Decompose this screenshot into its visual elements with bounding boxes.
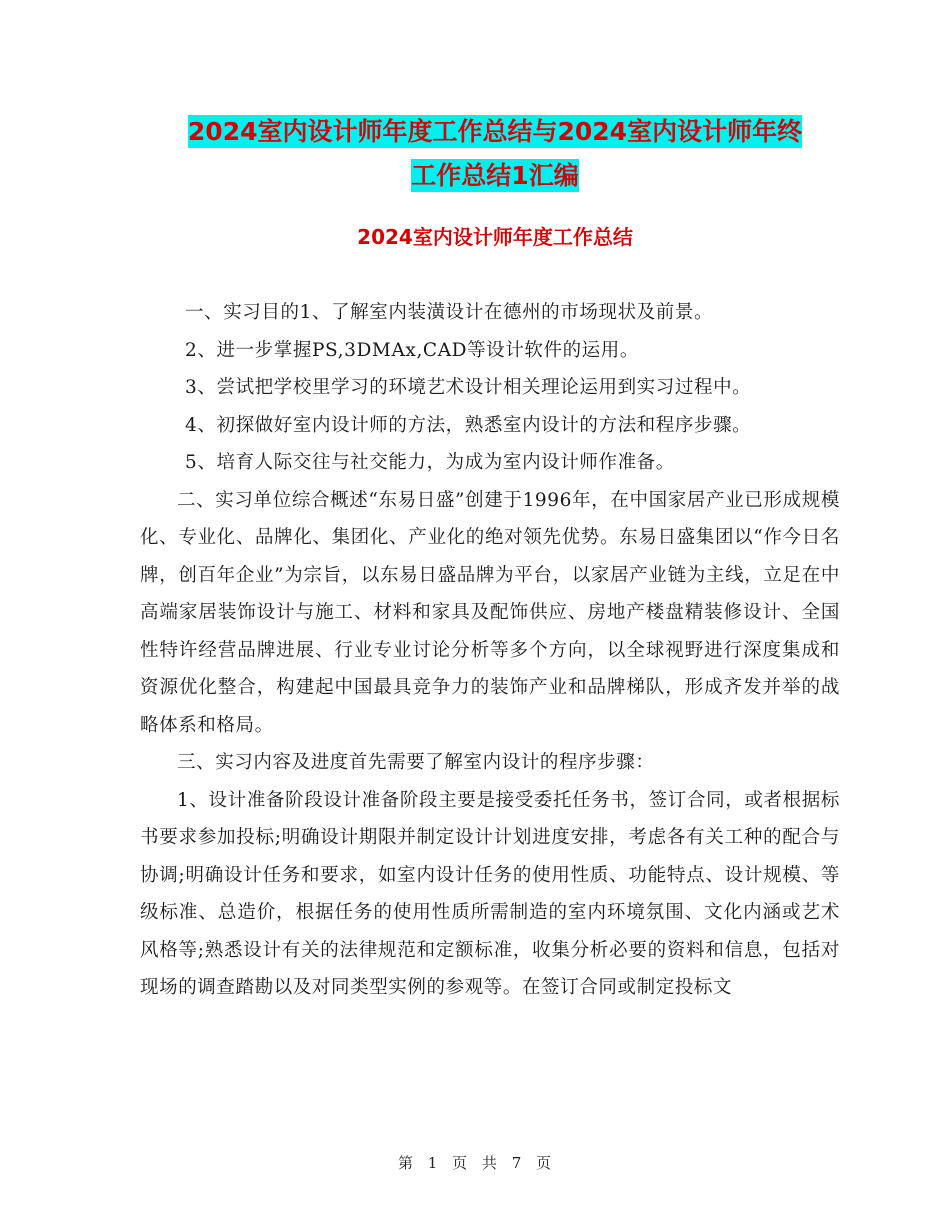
footer-label: 页: [452, 1154, 469, 1172]
paragraph: 一、实习目的1、了解室内装潢设计在德州的市场现状及前景。: [185, 302, 714, 323]
footer-label: 页: [536, 1154, 553, 1172]
paragraph: 3、尝试把学校里学习的环境艺术设计相关理论运用到实习过程中。: [185, 377, 752, 398]
page-footer: [0, 1152, 950, 1173]
document-title-line-1: [100, 110, 890, 154]
paragraph: 二、实习单位综合概述“东易日盛”创建于1996年，在中国家居产业已形成规模化、专业化、品牌化、集团化、产业化的绝对领先优势。东易日盛集团以“作今日名牌，创百年企业”为宗旨，以东易日盛品牌为平台，以家居产业链为主线，立足在中高端家居装饰设计与施工、材料和家具及配饰供应、房地产楼盘精装修设计、全国性特许经营品牌进展、行业专业讨论分析等多个方向，以全球视野进行深度集成和资源优化整合，构建起中国最具竞争力的装饰产业和品牌梯队，形成齐发并举的战略体系和格局。: [140, 489, 840, 736]
paragraph: 5、培育人际交往与社交能力，为成为室内设计师作准备。: [185, 452, 675, 473]
title-highlight: 2024室内设计师年度工作总结与2024室内设计师年终: [187, 117, 803, 146]
paragraph: 三、实习内容及进度首先需要了解室内设计的程序步骤：: [177, 752, 655, 773]
document-title-line-2: [100, 154, 890, 198]
footer-label: 第: [397, 1154, 414, 1172]
section-heading: 2024室内设计师年度工作总结: [357, 225, 633, 249]
paragraph: 4、初探做好室内设计师的方法，熟悉室内设计的方法和程序步骤。: [185, 414, 752, 436]
footer-label: 共: [481, 1154, 498, 1172]
current-page-number: 1: [427, 1154, 439, 1172]
title-highlight: 工作总结1汇编: [411, 161, 579, 190]
paragraph: 2、进一步掌握PS,3DMAx,CAD等设计软件的运用。: [185, 339, 639, 361]
body-text: [140, 294, 840, 1007]
total-page-number: 7: [511, 1154, 523, 1172]
paragraph: 1、设计准备阶段设计准备阶段主要是接受委托任务书，签订合同，或者根据标书要求参加投标;明确设计期限并制定设计计划进度安排，考虑各有关工种的配合与协调;明确设计任务和要求，如室内设计任务的使用性质、功能特点、设计规模、等级标准、总造价，根据任务的使用性质所需制造的室内环境氛围、文化内涵或艺术风格等;熟悉设计有关的法律规范和定额标准，收集分析必要的资料和信息，包括对现场的调查踏勘以及对同类型实例的参观等。在签订合同或制定投标文: [140, 789, 840, 998]
